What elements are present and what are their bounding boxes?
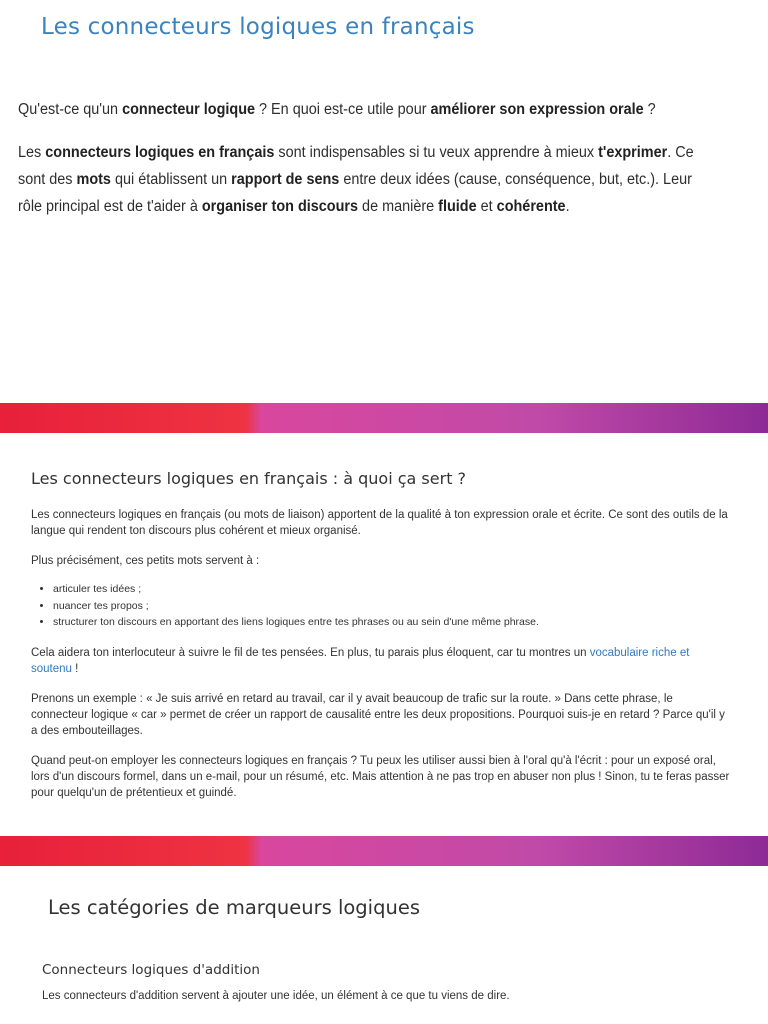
- paragraph: Quand peut-on employer les connecteurs logiques en français ? Tu peux les utiliser aussi bien à l'oral qu'à l'écrit : pour un exposé oral, lors d'un discours formel, dans un e-mail, pour un résumé, etc. Mais attention à ne pas trop en abuser non plus ! Sinon, tu te feras passer pour quelqu'un de prétentieux et guindé.: [31, 754, 730, 799]
- gradient-divider: [0, 836, 768, 866]
- paragraph: Cela aidera ton interlocuteur à suivre le fil de tes pensées. En plus, tu parais plus éloquent, car tu montres un vocabulaire riche et soutenu !: [31, 646, 690, 675]
- page-title: Les connecteurs logiques en français: [41, 14, 475, 40]
- subsection-heading: Connecteurs logiques d'addition: [42, 962, 260, 978]
- vocabulary-link[interactable]: vocabulaire riche et soutenu: [31, 646, 690, 675]
- section-body: [31, 507, 731, 815]
- section-heading: Les catégories de marqueurs logiques: [48, 896, 420, 919]
- bullet-list: [31, 581, 731, 631]
- list-item: • nuancer tes propos ;: [53, 598, 731, 615]
- paragraph: Les connecteurs d'addition servent à ajouter une idée, un élément à ce que tu viens de dire.: [42, 990, 510, 1002]
- intro-question: Qu'est-ce qu'un connecteur logique ? En quoi est-ce utile pour améliorer son expression orale ?: [18, 101, 656, 118]
- gradient-divider: [0, 403, 768, 433]
- intro-definition: Les connecteurs logiques en français sont indispensables si tu veux apprendre à mieux t'exprimer. Ce sont des mots qui établissent un rapport de sens entre deux idées (cause, conséquence, but, etc.). Leur rôle principal est de t'aider à organiser ton discours de manière fluide et cohérente.: [18, 144, 694, 215]
- paragraph: Les connecteurs logiques en français (ou mots de liaison) apportent de la qualité à ton expression orale et écrite. Ce sont des outils de la langue qui rendent ton discours plus cohérent et mieux organisé.: [31, 509, 728, 537]
- list-item: • structurer ton discours en apportant des liens logiques entre tes phrases ou au sein d'une même phrase.: [53, 614, 731, 631]
- intro-section: [18, 96, 697, 236]
- paragraph: Prenons un exemple : « Je suis arrivé en retard au travail, car il y avait beaucoup de trafic sur la route. » Dans cette phrase, le connecteur logique « car » permet de créer un rapport de causalité entre les deux propositions. Pourquoi suis-je en retard ? Parce qu'il y a des embouteillages.: [31, 692, 725, 737]
- list-item: • articuler tes idées ;: [53, 581, 731, 598]
- paragraph: Plus précisément, ces petits mots servent à :: [31, 555, 260, 567]
- section-heading: Les connecteurs logiques en français : à quoi ça sert ?: [31, 469, 467, 488]
